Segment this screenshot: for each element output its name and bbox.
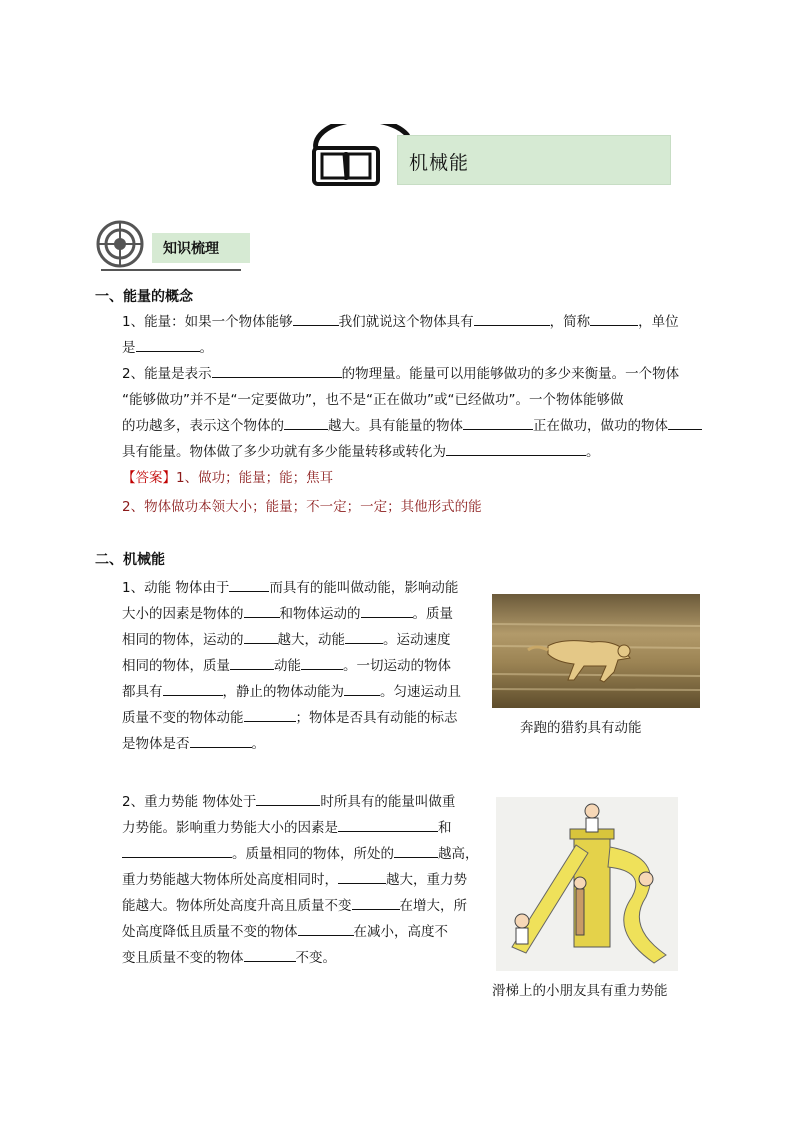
text: 越大，动能 [277,632,345,648]
blank [301,655,343,670]
answer-tag: 【答案】 [122,470,176,486]
text: ，简称 [549,314,591,330]
text: 是 [122,340,136,356]
blank [298,921,354,936]
s1-line4: “能够做功”并不是“一定要做功”，也不是“正在做功”或“已经做功”。一个物体能够做 [122,392,624,408]
p-line6 [122,919,448,945]
text: ；物体是否具有动能的标志 [295,710,458,726]
k-line2 [122,601,453,627]
text: 具有能量。物体做了多少功就有多少能量转移或转化为 [122,444,446,460]
text: 都具有 [122,684,163,700]
text: 的物理量。能量可以用能够做功的多少来衡量。一个物体 [341,366,680,382]
text: 。匀速运动且 [380,684,461,700]
blank [190,733,252,748]
blank [230,655,274,670]
text: 。运动速度 [383,632,451,648]
blank [590,311,638,326]
k-line7 [122,731,265,757]
section-heading: 知识梳理 [163,241,219,257]
answer-line2: 2、物体做功本领大小；能量；不一定；一定；其他形式的能 [122,499,482,515]
blank [212,363,342,378]
text: 2、能量是表示 [122,366,212,382]
cheetah-image [492,594,700,708]
s1-line5 [122,413,702,439]
blank [163,681,223,696]
blank [293,311,339,326]
k-line4 [122,653,451,679]
text: 正在做功，做功的物体 [533,418,668,434]
s1-line1 [122,309,679,335]
blank [668,415,702,430]
p-line4 [122,867,467,893]
text: 。质量 [412,606,453,622]
blank [361,603,413,618]
blank [256,791,320,806]
text: 的功越多，表示这个物体的 [122,418,284,434]
blank [463,415,533,430]
blank [394,843,438,858]
text: ，静止的物体动能为 [222,684,344,700]
cheetah-caption: 奔跑的猎豹具有动能 [520,720,642,736]
text: 质量不变的物体动能 [122,710,244,726]
text: 。 [586,444,600,460]
blank [284,415,328,430]
text: 我们就说这个物体具有 [338,314,474,330]
blank [122,843,232,858]
p-line2 [122,815,452,841]
text: 越大，重力势 [386,872,467,888]
p-line3 [122,841,479,867]
blank [244,947,296,962]
k-line6 [122,705,458,731]
book-icon [300,124,410,188]
text: ，单位 [638,314,679,330]
text: 变且质量不变的物体 [122,950,244,966]
text: 相同的物体，质量 [122,658,230,674]
text: 。 [199,340,213,356]
s1-line3 [122,361,679,387]
answer-line1 [122,465,333,491]
blank [136,337,200,352]
k-line3 [122,627,451,653]
text: 。一切运动的物体 [343,658,451,674]
blank [244,707,296,722]
text: 重力势能越大物体所处高度相同时， [122,872,338,888]
text: 而具有的能叫做动能，影响动能 [269,580,459,596]
text: 力势能。影响重力势能大小的因素是 [122,820,338,836]
blank [474,311,550,326]
p-line5 [122,893,467,919]
text: 动能 [274,658,301,674]
answer-text: 1、做功；能量；能；焦耳 [176,470,334,486]
blank [338,869,386,884]
text: 。 [251,736,265,752]
text: 大小的因素是物体的 [122,606,244,622]
text: 2、重力势能 物体处于 [122,794,257,810]
blank [446,441,586,456]
page-title: 机械能 [409,152,470,174]
s1-line6 [122,439,600,465]
blank [229,577,269,592]
text: 越高， [438,846,479,862]
text: 是物体是否 [122,736,190,752]
blank [344,681,380,696]
text: 和物体运动的 [279,606,361,622]
k-line1 [122,575,458,601]
text: 能越大。物体所处高度升高且质量不变 [122,898,352,914]
text: 。质量相同的物体，所处的 [232,846,394,862]
blank [244,603,280,618]
text: 在增大，所 [399,898,467,914]
blank [352,895,400,910]
k-line5 [122,679,461,705]
blank [244,629,278,644]
slide-caption: 滑梯上的小朋友具有重力势能 [492,983,668,999]
text: 相同的物体，运动的 [122,632,244,648]
text: 时所具有的能量叫做重 [320,794,456,810]
text: 1、能量：如果一个物体能够 [122,314,293,330]
slide-image [496,797,678,971]
blank [345,629,383,644]
s1-line2 [122,335,213,361]
text: 处高度降低且质量不变的物体 [122,924,298,940]
text: 在减小，高度不 [353,924,448,940]
text: 不变。 [295,950,336,966]
text: 1、动能 物体由于 [122,580,230,596]
s1-heading: 一、能量的概念 [95,289,193,305]
text: 越大。具有能量的物体 [328,418,463,434]
p-line1 [122,789,455,815]
s2-heading: 二、机械能 [95,552,165,568]
blank [338,817,438,832]
p-line7 [122,945,336,971]
text: 和 [438,820,452,836]
